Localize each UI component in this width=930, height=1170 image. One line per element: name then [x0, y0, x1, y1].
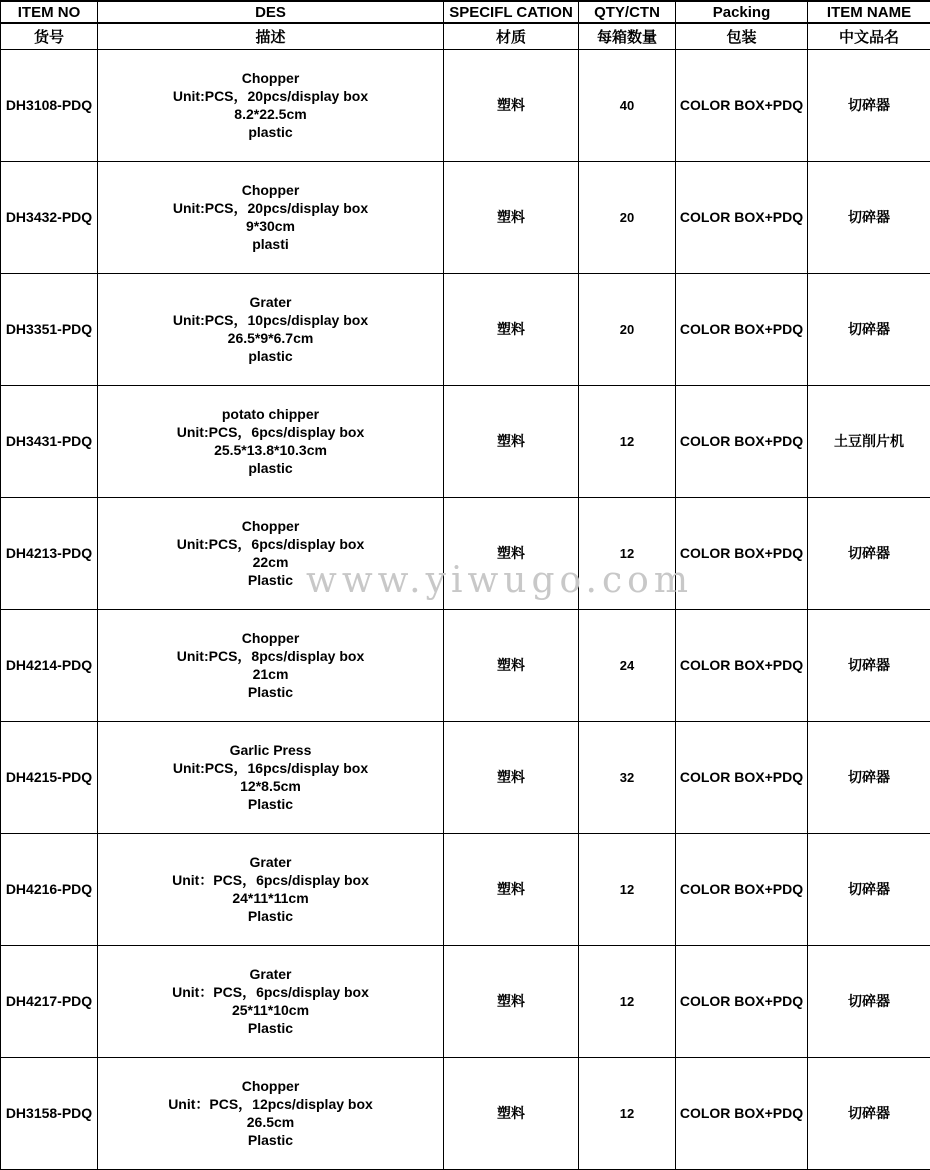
- table-row: [1, 609, 930, 721]
- header-row-chinese: [1, 23, 930, 49]
- item-name-cell: 切碎器: [808, 161, 930, 273]
- item-no-cell: DH3432-PDQ: [1, 161, 98, 273]
- item-name-cell: 切碎器: [808, 721, 930, 833]
- material-cell: 塑料: [444, 497, 579, 609]
- material-cell: 塑料: [444, 273, 579, 385]
- header-row-english: [1, 1, 930, 23]
- material-cell: 塑料: [444, 385, 579, 497]
- item-no-cell: DH4217-PDQ: [1, 945, 98, 1057]
- material-cell: 塑料: [444, 49, 579, 161]
- header-item-name: ITEM NAME: [808, 1, 930, 23]
- size-line: 8.2*22.5cm: [234, 106, 307, 122]
- header-item-name-zh: 中文品名: [808, 23, 930, 49]
- item-no-cell: DH3431-PDQ: [1, 385, 98, 497]
- unit-line: Unit:PCS，10pcs/display box: [172, 312, 369, 328]
- table-row: [1, 161, 930, 273]
- product-name: potato chipper: [221, 406, 320, 422]
- description-cell: [98, 1057, 444, 1169]
- description-cell: [98, 49, 444, 161]
- watermark: www.yiwugo.com: [306, 560, 693, 601]
- table-row: [1, 945, 930, 1057]
- item-no-cell: DH4216-PDQ: [1, 833, 98, 945]
- qty-cell: 20: [579, 161, 676, 273]
- header-qty-ctn: QTY/CTN: [579, 1, 676, 23]
- description-cell: [98, 273, 444, 385]
- item-name-cell: 切碎器: [808, 833, 930, 945]
- unit-line: Unit:PCS，6pcs/display box: [176, 536, 365, 552]
- table-row: [1, 497, 930, 609]
- unit-line: Unit:PCS，16pcs/display box: [172, 760, 369, 776]
- packing-cell: COLOR BOX+PDQ: [676, 945, 808, 1057]
- qty-cell: 12: [579, 945, 676, 1057]
- table-row: [1, 49, 930, 161]
- material-cell: 塑料: [444, 721, 579, 833]
- qty-cell: 24: [579, 609, 676, 721]
- qty-cell: 12: [579, 497, 676, 609]
- packing-cell: COLOR BOX+PDQ: [676, 161, 808, 273]
- description-cell: [98, 385, 444, 497]
- item-no-cell: DH4214-PDQ: [1, 609, 98, 721]
- item-name-cell: 切碎器: [808, 49, 930, 161]
- product-name: Chopper: [241, 1078, 300, 1094]
- unit-line: Unit:PCS，6pcs/display box: [176, 424, 365, 440]
- product-name: Chopper: [241, 518, 300, 534]
- item-name-cell: 切碎器: [808, 1057, 930, 1169]
- size-line: 9*30cm: [245, 218, 296, 234]
- header-specification-zh: 材质: [444, 23, 579, 49]
- item-name-cell: 切碎器: [808, 945, 930, 1057]
- packing-cell: COLOR BOX+PDQ: [676, 49, 808, 161]
- size-line: 25*11*10cm: [231, 1002, 310, 1018]
- packing-cell: COLOR BOX+PDQ: [676, 721, 808, 833]
- material-line: plasti: [252, 236, 289, 252]
- product-name: Chopper: [241, 182, 300, 198]
- product-name: Chopper: [241, 630, 300, 646]
- unit-line: Unit:PCS，20pcs/display box: [172, 200, 369, 216]
- material-line: Plastic: [247, 796, 294, 812]
- item-name-cell: 土豆削片机: [808, 385, 930, 497]
- product-name: Grater: [249, 966, 292, 982]
- material-line: Plastic: [247, 1132, 294, 1148]
- header-des-zh: 描述: [98, 23, 444, 49]
- qty-cell: 20: [579, 273, 676, 385]
- unit-line: Unit：PCS，6pcs/display box: [172, 984, 369, 1000]
- material-cell: 塑料: [444, 609, 579, 721]
- size-line: 26.5cm: [246, 1114, 295, 1130]
- item-no-cell: DH3158-PDQ: [1, 1057, 98, 1169]
- item-no-cell: DH3108-PDQ: [1, 49, 98, 161]
- material-line: Plastic: [247, 572, 294, 588]
- size-line: 25.5*13.8*10.3cm: [214, 442, 327, 458]
- description-cell: [98, 609, 444, 721]
- size-line: 21cm: [252, 666, 289, 682]
- packing-cell: COLOR BOX+PDQ: [676, 385, 808, 497]
- material-cell: 塑料: [444, 161, 579, 273]
- material-cell: 塑料: [444, 945, 579, 1057]
- item-name-cell: 切碎器: [808, 609, 930, 721]
- unit-line: Unit:PCS，20pcs/display box: [172, 88, 369, 104]
- unit-line: Unit:PCS，8pcs/display box: [176, 648, 365, 664]
- material-line: Plastic: [247, 684, 294, 700]
- item-no-cell: DH4213-PDQ: [1, 497, 98, 609]
- table-row: [1, 273, 930, 385]
- packing-cell: COLOR BOX+PDQ: [676, 833, 808, 945]
- material-line: plastic: [248, 348, 293, 364]
- material-cell: 塑料: [444, 833, 579, 945]
- table-row: [1, 1057, 930, 1169]
- header-item-no: ITEM NO: [1, 1, 98, 23]
- material-line: Plastic: [247, 908, 294, 924]
- material-cell: 塑料: [444, 1057, 579, 1169]
- item-no-cell: DH4215-PDQ: [1, 721, 98, 833]
- item-no-cell: DH3351-PDQ: [1, 273, 98, 385]
- item-name-cell: 切碎器: [808, 497, 930, 609]
- header-packing: Packing: [676, 1, 808, 23]
- description-cell: [98, 721, 444, 833]
- size-line: 22cm: [252, 554, 289, 570]
- qty-cell: 12: [579, 833, 676, 945]
- product-name: Grater: [249, 294, 292, 310]
- header-specification: SPECIFL CATION: [444, 1, 579, 23]
- packing-cell: COLOR BOX+PDQ: [676, 273, 808, 385]
- unit-line: Unit：PCS，12pcs/display box: [168, 1096, 373, 1112]
- header-des: DES: [98, 1, 444, 23]
- qty-cell: 32: [579, 721, 676, 833]
- table-row: [1, 385, 930, 497]
- qty-cell: 12: [579, 1057, 676, 1169]
- material-line: plastic: [248, 460, 293, 476]
- size-line: 24*11*11cm: [232, 890, 309, 906]
- size-line: 26.5*9*6.7cm: [227, 330, 314, 346]
- packing-cell: COLOR BOX+PDQ: [676, 609, 808, 721]
- table-row: [1, 833, 930, 945]
- table-row: [1, 721, 930, 833]
- size-line: 12*8.5cm: [240, 778, 301, 794]
- description-cell: [98, 497, 444, 609]
- qty-cell: 40: [579, 49, 676, 161]
- header-item-no-zh: 货号: [1, 23, 98, 49]
- description-cell: [98, 161, 444, 273]
- description-cell: [98, 945, 444, 1057]
- qty-cell: 12: [579, 385, 676, 497]
- item-name-cell: 切碎器: [808, 273, 930, 385]
- description-cell: [98, 833, 444, 945]
- product-name: Garlic Press: [229, 742, 312, 758]
- header-packing-zh: 包装: [676, 23, 808, 49]
- product-name: Chopper: [241, 70, 300, 86]
- header-qty-ctn-zh: 每箱数量: [579, 23, 676, 49]
- packing-cell: COLOR BOX+PDQ: [676, 497, 808, 609]
- material-line: Plastic: [247, 1020, 294, 1036]
- unit-line: Unit：PCS，6pcs/display box: [172, 872, 369, 888]
- packing-cell: COLOR BOX+PDQ: [676, 1057, 808, 1169]
- material-line: plastic: [248, 124, 293, 140]
- product-name: Grater: [249, 854, 292, 870]
